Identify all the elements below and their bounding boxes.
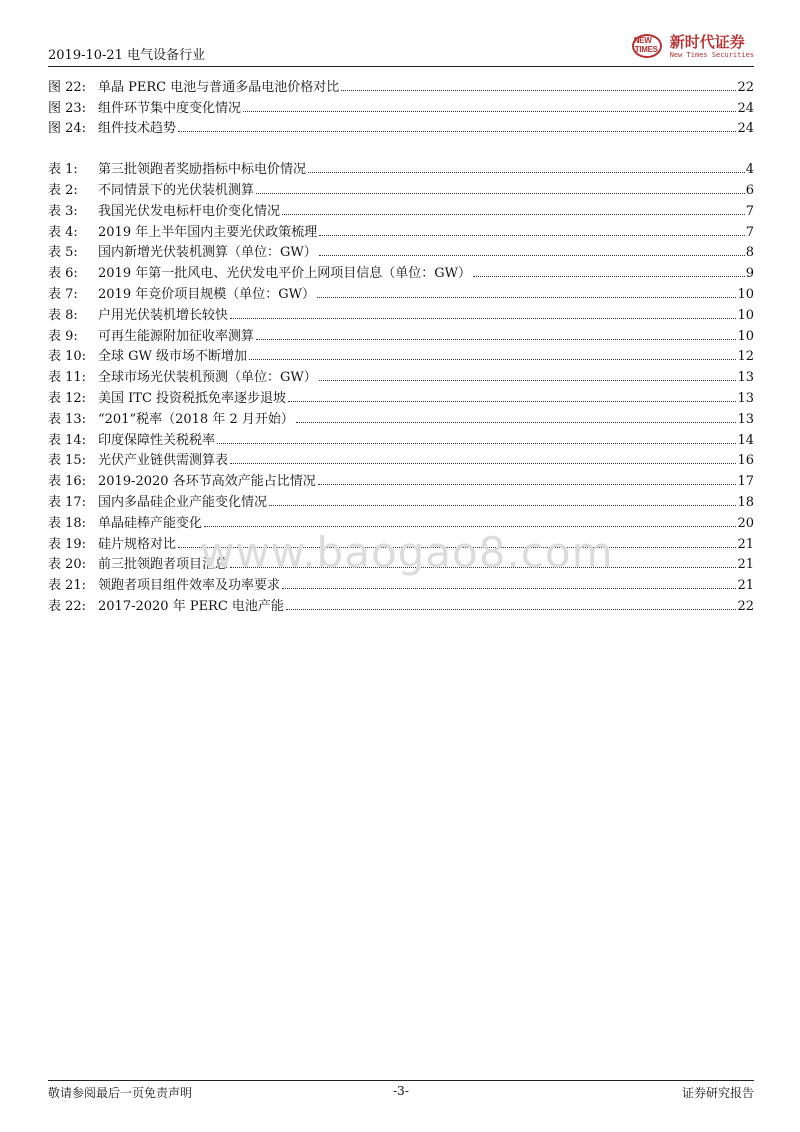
leader-dots — [282, 588, 736, 589]
table-entry[interactable] — [48, 260, 754, 281]
table-entry[interactable] — [48, 593, 754, 614]
table-entry[interactable] — [48, 364, 754, 385]
table-number: 表 19: — [48, 536, 87, 552]
table-title: 单晶硅棒产能变化 — [98, 515, 203, 531]
table-title: 2019 年第一批风电、光伏发电平价上网项目信息（单位：GW） — [98, 266, 471, 282]
table-number: 表 1: — [48, 162, 78, 178]
table-page: 8 — [745, 245, 754, 261]
table-number: 表 20: — [48, 557, 87, 573]
leader-dots — [318, 484, 737, 485]
figure-page: 22 — [737, 79, 754, 95]
table-title: 不同情景下的光伏装机测算 — [98, 182, 255, 198]
table-number: 表 22: — [48, 598, 87, 614]
leader-dots — [256, 339, 736, 340]
company-logo — [630, 32, 754, 62]
leader-dots — [288, 401, 736, 402]
table-number: 表 21: — [48, 578, 87, 594]
table-title: 前三批领跑者项目汇总 — [98, 557, 229, 573]
figure-page: 24 — [737, 121, 754, 137]
table-number: 表 4: — [48, 224, 78, 240]
leader-dots — [308, 172, 745, 173]
logo-chinese-name: 新时代证券 — [669, 33, 745, 51]
table-entry[interactable] — [48, 344, 754, 365]
leader-dots — [341, 90, 736, 91]
figure-page: 24 — [737, 100, 754, 116]
table-entry[interactable] — [48, 489, 754, 510]
watermark: www.baogao8.com — [200, 528, 614, 577]
leader-dots — [230, 318, 736, 319]
table-page: 10 — [737, 286, 754, 302]
figure-entry[interactable] — [48, 95, 754, 116]
leader-dots — [230, 463, 736, 464]
table-page: 20 — [737, 515, 754, 531]
table-entry[interactable] — [48, 281, 754, 302]
table-entry[interactable] — [48, 177, 754, 198]
table-title: 国内新增光伏装机测算（单位：GW） — [98, 245, 317, 261]
figure-title: 单晶 PERC 电池与普通多晶电池价格对比 — [98, 79, 340, 95]
figure-title: 组件技术趋势 — [98, 121, 177, 137]
leader-dots — [473, 276, 745, 277]
table-title: 美国 ITC 投资税抵免率逐步退坡 — [98, 390, 287, 406]
leader-dots — [296, 422, 737, 423]
logo-mark-icon: NEW TIMES — [630, 32, 666, 62]
table-page: 16 — [737, 453, 754, 469]
leader-dots — [282, 214, 745, 215]
table-title: 2019 年上半年国内主要光伏政策梳理 — [98, 224, 318, 240]
table-entry[interactable] — [48, 219, 754, 240]
leader-dots — [178, 131, 736, 132]
table-number: 表 5: — [48, 245, 78, 261]
table-page: 21 — [737, 557, 754, 573]
table-title: 光伏产业链供需测算表 — [98, 453, 229, 469]
table-number: 表 11: — [48, 370, 87, 386]
table-title: 2019-2020 各环节高效产能占比情况 — [98, 474, 316, 490]
footer-divider — [48, 1080, 754, 1081]
table-entry[interactable] — [48, 302, 754, 323]
table-number: 表 17: — [48, 494, 87, 510]
report-date-industry: 2019-10-21 电气设备行业 — [48, 48, 206, 63]
table-number: 表 13: — [48, 411, 87, 427]
table-number: 表 3: — [48, 203, 78, 219]
table-entry[interactable] — [48, 323, 754, 344]
table-page: 7 — [745, 203, 754, 219]
table-entry[interactable] — [48, 240, 754, 261]
table-page: 17 — [737, 474, 754, 490]
table-title: 可再生能源附加征收率测算 — [98, 328, 255, 344]
table-page: 6 — [745, 182, 754, 198]
table-page: 13 — [737, 370, 754, 386]
leader-dots — [319, 380, 737, 381]
table-page: 12 — [737, 349, 754, 365]
leader-dots — [286, 609, 737, 610]
table-title: 第三批领跑者奖励指标中标电价情况 — [98, 162, 307, 178]
table-page: 10 — [737, 307, 754, 323]
table-title: 硅片规格对比 — [98, 536, 177, 552]
leader-dots — [249, 359, 736, 360]
table-page: 10 — [737, 328, 754, 344]
leader-dots — [319, 235, 745, 236]
table-entry[interactable] — [48, 427, 754, 448]
table-entry[interactable] — [48, 156, 754, 177]
table-page: 22 — [737, 598, 754, 614]
table-page: 7 — [745, 224, 754, 240]
figure-title: 组件环节集中度变化情况 — [98, 100, 242, 116]
figure-number: 图 23: — [48, 100, 87, 116]
table-page: 4 — [745, 162, 754, 178]
table-number: 表 15: — [48, 453, 87, 469]
table-page: 13 — [737, 390, 754, 406]
table-title: 2017-2020 年 PERC 电池产能 — [98, 598, 284, 614]
logo-english-name: New Times Securities — [669, 51, 754, 59]
page-number: -3- — [393, 1084, 409, 1098]
leader-dots — [269, 505, 736, 506]
table-title: 我国光伏发电标杆电价变化情况 — [98, 203, 281, 219]
table-title: 印度保障性关税税率 — [98, 432, 216, 448]
table-title: 全球 GW 级市场不断增加 — [98, 349, 248, 365]
page-header — [48, 33, 754, 64]
table-number: 表 10: — [48, 349, 87, 365]
table-page: 9 — [745, 266, 754, 282]
leader-dots — [319, 255, 745, 256]
header-divider — [48, 66, 754, 67]
table-title: 领跑者项目组件效率及功率要求 — [98, 578, 281, 594]
table-entry[interactable] — [48, 468, 754, 489]
table-entry[interactable] — [48, 448, 754, 469]
report-type: 证券研究报告 — [681, 1086, 754, 1100]
disclaimer-note: 敬请参阅最后一页免责声明 — [48, 1086, 193, 1100]
figure-number: 图 22: — [48, 79, 87, 95]
table-page: 14 — [737, 432, 754, 448]
table-title: 2019 年竞价项目规模（单位：GW） — [98, 286, 315, 302]
figure-entry[interactable] — [48, 74, 754, 95]
table-number: 表 14: — [48, 432, 87, 448]
table-number: 表 18: — [48, 515, 87, 531]
table-title: 户用光伏装机增长较快 — [98, 307, 229, 323]
table-title: 全球市场光伏装机预测（单位：GW） — [98, 370, 317, 386]
table-number: 表 12: — [48, 390, 87, 406]
table-number: 表 9: — [48, 328, 78, 344]
table-number: 表 7: — [48, 286, 78, 302]
table-page: 21 — [737, 536, 754, 552]
table-entry[interactable] — [48, 198, 754, 219]
table-number: 表 16: — [48, 474, 87, 490]
leader-dots — [256, 193, 745, 194]
figure-number: 图 24: — [48, 121, 87, 137]
leader-dots — [204, 526, 736, 527]
figure-entry[interactable] — [48, 116, 754, 137]
table-number: 表 6: — [48, 266, 78, 282]
page-footer — [48, 1084, 754, 1102]
leader-dots — [217, 443, 736, 444]
table-page: 21 — [737, 578, 754, 594]
table-title: 国内多晶硅企业产能变化情况 — [98, 494, 268, 510]
figure-list — [48, 74, 754, 136]
leader-dots — [317, 297, 736, 298]
table-page: 13 — [737, 411, 754, 427]
table-title: “201”税率（2018 年 2 月开始） — [98, 411, 294, 427]
table-number: 表 8: — [48, 307, 78, 323]
table-entry[interactable] — [48, 385, 754, 406]
table-entry[interactable] — [48, 406, 754, 427]
table-number: 表 2: — [48, 182, 78, 198]
leader-dots — [243, 111, 736, 112]
table-page: 18 — [737, 494, 754, 510]
